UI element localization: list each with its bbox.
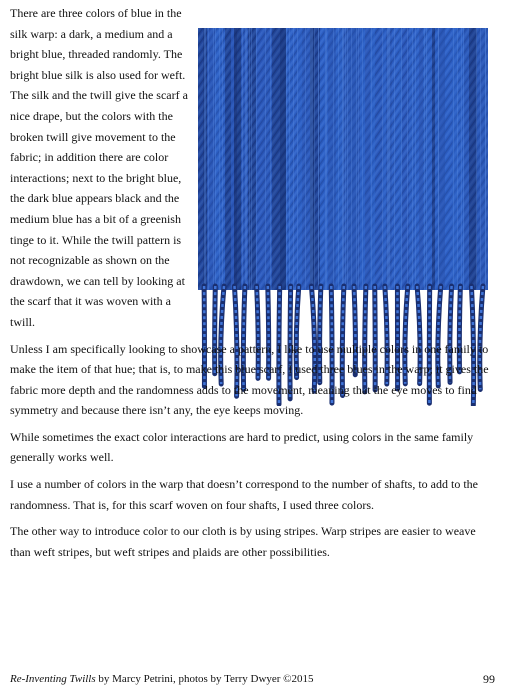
- paragraph-3: While sometimes the exact color interactions are hard to predict, using colors in the same family generally works well.: [10, 429, 474, 465]
- body-text: [10, 3, 490, 568]
- paragraph-1: There are three colors of blue in the silk warp: a dark, a medium and a bright blue, threaded randomly. The bright blue silk is also used for weft. The silk and the twill give the scarf a nice drape, but the colors with the broken twill give movement to the fabric; in addition there are color interactions; next to the bright blue, the dark blue appears black and the medium blue has a bit of a greenish tinge to it. While the twill pattern is not recognizable as shown on the drawdown, we can tell by looking at the scarf that it was woven with a twill.: [10, 6, 188, 329]
- paragraph-5: The other way to introduce color to our cloth is by using stripes. Warp stripes are easier to weave than weft stripes, but weft stripes and plaids are other possibilities.: [10, 524, 476, 559]
- paragraph-4: I use a number of colors in the warp that doesn’t correspond to the number of shafts, to add to the randomness. That is, for this scarf woven on four shafts, I used three colors.: [10, 477, 478, 512]
- page-number: 99: [483, 672, 495, 686]
- footer-book-title: Re-Inventing Twills: [10, 673, 96, 685]
- paragraph-2: [10, 339, 490, 421]
- paragraph-2-text: Unless I am specifically looking to showcase a pattern, I like to use multiple colors in one family to make the item of that hue; that is, to make this blue scarf, I used three blues in the warp; it gives the fabric more depth and the randomness adds to the movement, meaning that the eye moves to find symmetry and because there isn’t any, the eye keeps moving.: [10, 341, 489, 418]
- page-footer: [10, 672, 495, 686]
- footer-credit: by Marcy Petrini, photos by Terry Dwyer ©2015: [95, 673, 314, 685]
